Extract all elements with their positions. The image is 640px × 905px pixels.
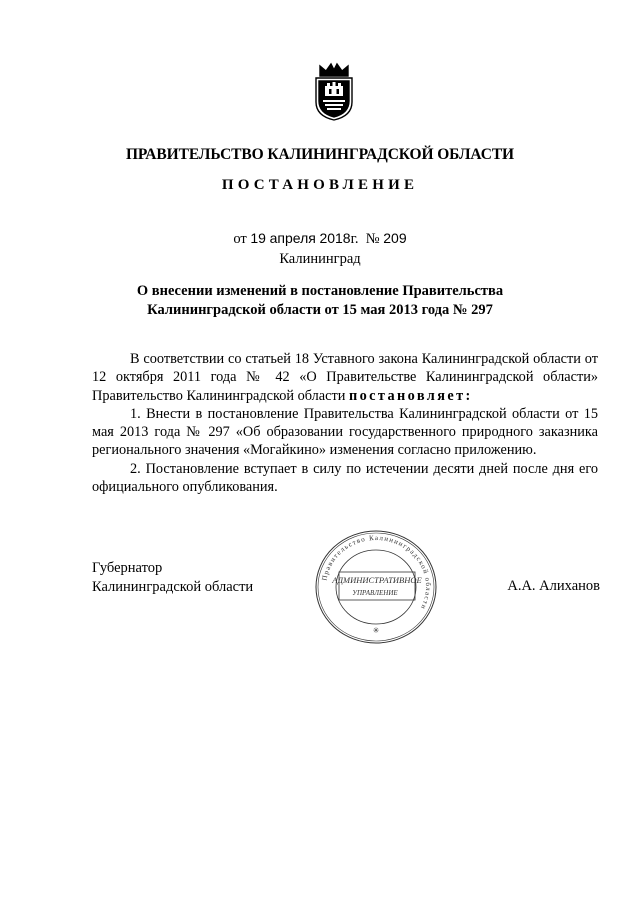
signatory-title-line-2: Калининградской области <box>92 579 254 595</box>
official-seal <box>313 528 439 646</box>
seal-outer-text: Правительство Калининградской области <box>320 533 433 612</box>
date-month: апреля <box>269 230 316 246</box>
preamble-paragraph <box>92 350 598 405</box>
coat-of-arms-icon <box>312 62 356 122</box>
decree-word: постановляет: <box>348 387 473 404</box>
signatory-title <box>92 559 253 597</box>
decree-number: 209 <box>383 230 407 246</box>
subject-line-2: Калининградской области от 15 мая 2013 года № 297 <box>147 302 493 318</box>
city: Калининград <box>279 251 361 267</box>
item-1: 1. Внести в постановление Правительства Калининградской области от 15 мая 2013 года № 297 «Об образовании государственного природного заказника регионального значения «Могайкино» изменения согласно приложению. <box>92 405 598 459</box>
signatory-name: А.А. Алиханов <box>507 578 600 594</box>
item-2: 2. Постановление вступает в силу по истечении десяти дней после дня его официального опубликования. <box>92 460 598 496</box>
year-suffix: г. <box>350 231 359 247</box>
signatory-title-line-1: Губернатор <box>92 560 163 576</box>
decree-body <box>92 350 598 496</box>
date-year: 2018 <box>319 230 351 246</box>
svg-text:✳: ✳ <box>372 626 380 635</box>
seal-inner-text-2: УПРАВЛЕНИЕ <box>352 589 398 597</box>
government-name: ПРАВИТЕЛЬСТВО КАЛИНИНГРАДСКОЙ ОБЛАСТИ <box>125 146 515 163</box>
preamble-text: В соответствии со статьей 18 Уставного закона Калининградской области от 12 октября 2011 года № 42 «О Правительстве Калининградской области» Правительство Калининградской области <box>92 351 598 404</box>
number-sign: № <box>365 231 380 247</box>
date-day: 19 <box>250 230 266 246</box>
subject-line-1: О внесении изменений в постановление Правительства <box>136 283 504 299</box>
date-line <box>0 230 640 248</box>
document-type: ПОСТАНОВЛЕНИЕ <box>221 177 419 193</box>
seal-inner-text-1: АДМИНИСТРАТИВНОЕ <box>332 575 422 585</box>
date-prefix: от <box>233 231 247 247</box>
decree-subject <box>0 282 640 320</box>
